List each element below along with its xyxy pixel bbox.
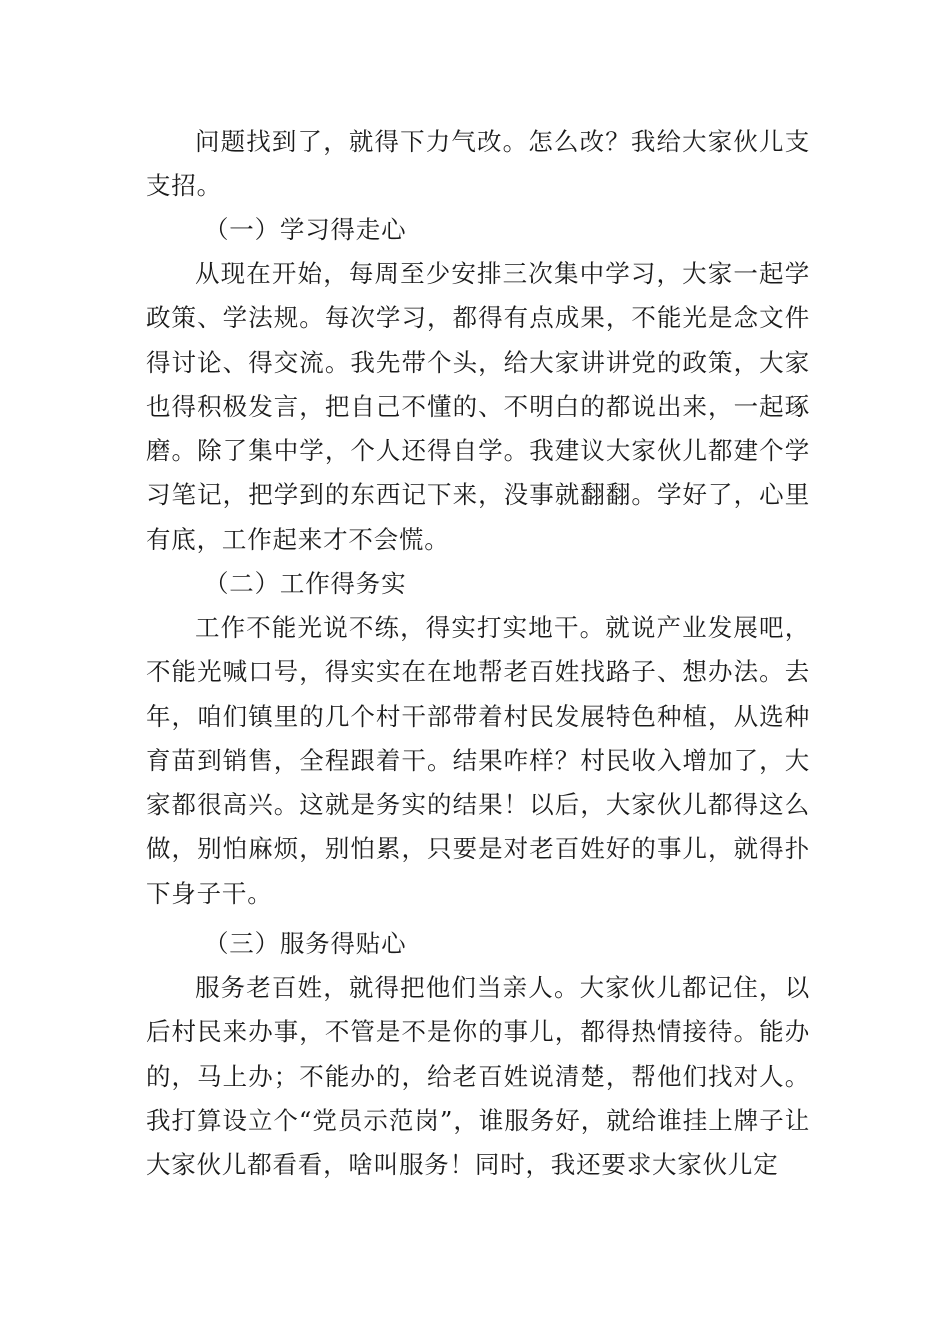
section-2-body-block <box>146 606 810 916</box>
section-paragraph: 工作不能光说不练，得实打实地干。就说产业发展吧，不能光喊口号，得实实在在地帮老百姓找路子、想办法。去年，咱们镇里的几个村干部带着村民发展特色种植，从选种育苗到销售，全程跟着干。结果咋样？村民收入增加了，大家都很高兴。这就是务实的结果！以后，大家伙儿都得这么做，别怕麻烦，别怕累，只要是对老百姓好的事儿，就得扑下身子干。 <box>146 613 810 908</box>
intro-paragraph: 问题找到了，就得下力气改。怎么改？我给大家伙儿支支招。 <box>146 127 810 201</box>
section-2-heading-block <box>146 562 810 606</box>
intro-block <box>146 120 810 209</box>
section-3-heading-block <box>146 922 810 966</box>
section-3-body-block <box>146 966 810 1187</box>
section-heading: （三）服务得贴心 <box>204 929 407 958</box>
section-1-body-block <box>146 252 810 562</box>
section-heading: （一）学习得走心 <box>204 215 407 244</box>
section-1-heading-block <box>146 208 810 252</box>
section-paragraph: 服务老百姓，就得把他们当亲人。大家伙儿都记住，以后村民来办事，不管是不是你的事儿，都得热情接待。能办的，马上办；不能办的，给老百姓说清楚，帮他们找对人。我打算设立个“党员示范岗”，谁服务好，就给谁挂上牌子让大家伙儿都看看，啥叫服务！同时，我还要求大家伙儿定 <box>146 973 810 1180</box>
section-heading: （二）工作得务实 <box>204 569 407 598</box>
section-paragraph: 从现在开始，每周至少安排三次集中学习，大家一起学政策、学法规。每次学习，都得有点成果，不能光是念文件得讨论、得交流。我先带个头，给大家讲讲党的政策，大家也得积极发言，把自己不懂的、不明白的都说出来，一起琢磨。除了集中学，个人还得自学。我建议大家伙儿都建个学习笔记，把学到的东西记下来，没事就翻翻。学好了，心里有底，工作起来才不会慌。 <box>146 259 810 554</box>
